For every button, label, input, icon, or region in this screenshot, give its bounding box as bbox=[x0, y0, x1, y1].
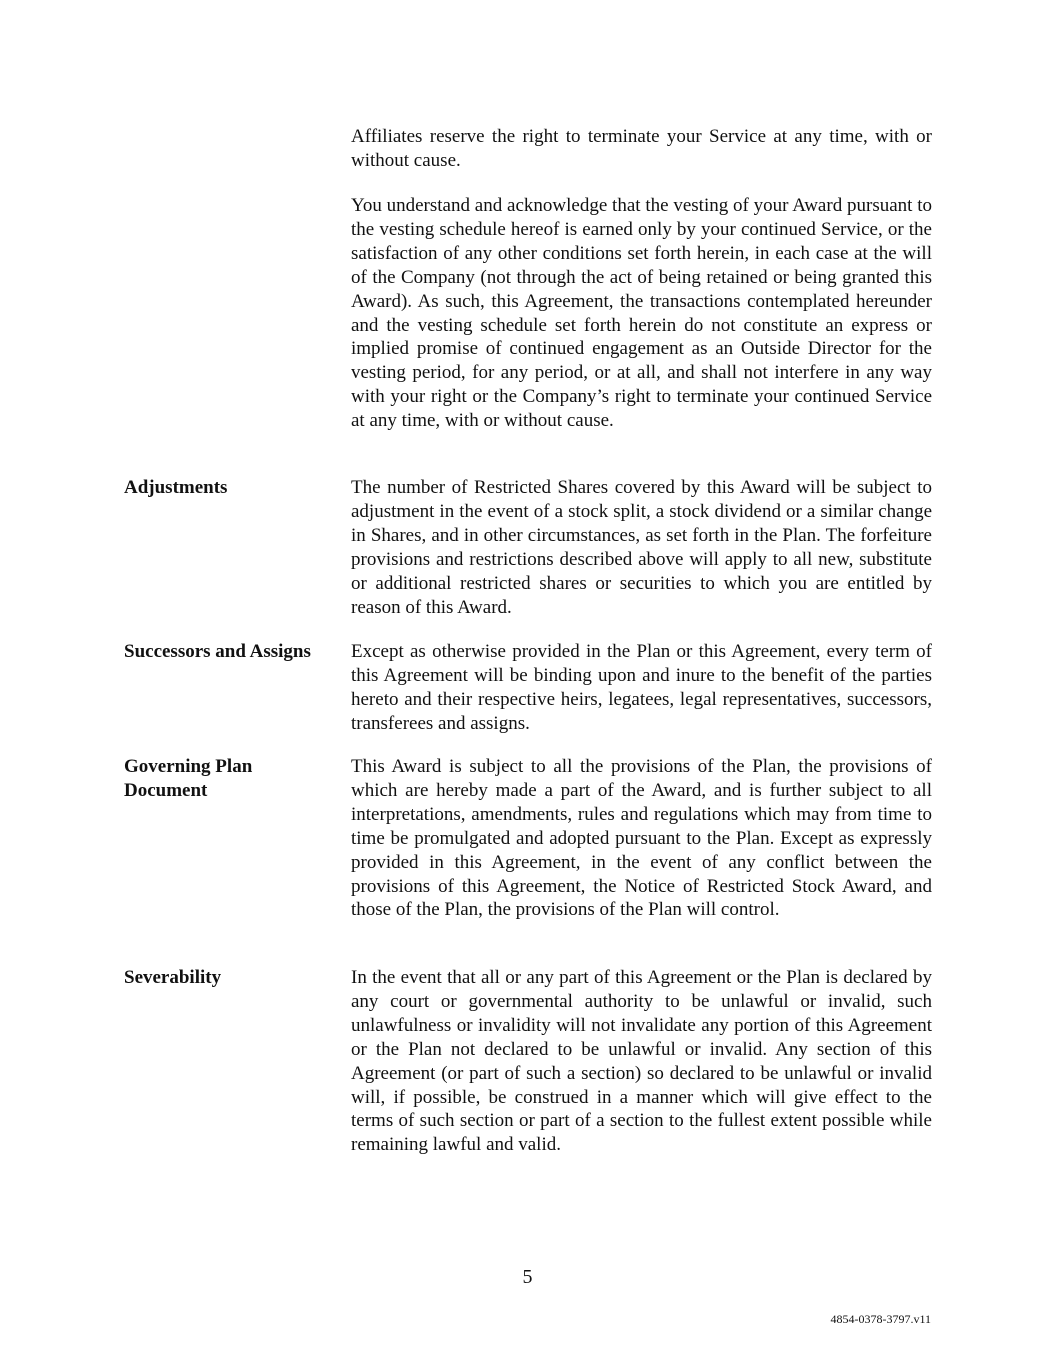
section-heading-adjustments: Adjustments bbox=[124, 477, 228, 498]
page-number: 5 bbox=[522, 1266, 533, 1288]
section-text-successors: Except as otherwise provided in the Plan or this Agreement, every term of this Agreement will be binding upon and inure to the benefit of the parties hereto and their respective heirs, legatees, legal representatives, successors, transferees and assigns. bbox=[351, 641, 932, 734]
section-text-adjustments: The number of Restricted Shares covered by this Award will be subject to adjustment in the event of a stock split, a stock dividend or a similar change in Shares, and in other circumstances, as set forth in the Plan. The forfeiture provisions and restrictions described above will apply to all new, substitute or additional restricted shares or securities to which you are entitled by reason of this Award. bbox=[351, 477, 932, 618]
section-heading-governing-line2: Document bbox=[124, 780, 208, 801]
document-id: 4854-0378-3797.v11 bbox=[830, 1312, 931, 1326]
section-heading-governing-line1: Governing Plan bbox=[124, 756, 253, 777]
section-heading-severability: Severability bbox=[124, 967, 222, 988]
continuation-text-2: You understand and acknowledge that the vesting of your Award pursuant to the vesting schedule hereof is earned only by your continued Service, or the satisfaction of any other conditions set forth herein, in each case at the will of the Company (not through the act of being retained or being granted this Award). As such, this Agreement, the transactions contemplated hereunder and the vesting schedule set forth herein do not constitute an express or implied promise of continued engagement as an Outside Director for the vesting period, for any period, or at all, and shall not interfere in any way with your right or the Company’s right to terminate your continued Service at any time, with or without cause. bbox=[351, 195, 932, 432]
continuation-text-1: Affiliates reserve the right to terminate your Service at any time, with or without cause. bbox=[351, 126, 932, 171]
section-heading-governing bbox=[124, 755, 339, 803]
section-heading-successors: Successors and Assigns bbox=[124, 641, 311, 662]
section-text-governing: This Award is subject to all the provisions of the Plan, the provisions of which are hereby made a part of the Award, and is further subject to all interpretations, amendments, rules and regulations which may from time to time be promulgated and adopted pursuant to the Plan. Except as expressly provided in this Agreement, in the event of any conflict between the provisions of this Agreement, the Notice of Restricted Stock Award, and those of the Plan, the provisions of the Plan will control. bbox=[351, 756, 932, 921]
section-text-severability: In the event that all or any part of this Agreement or the Plan is declared by any court or governmental authority to be unlawful or invalid, such unlawfulness or invalidity will not invalidate any portion of this Agreement or the Plan not declared to be unlawful or invalid. Any section of this Agreement (or part of such a section) so declared to be unlawful or invalid will, if possible, be construed in a manner which will give effect to the terms of such section or part of a section to the fullest extent possible while remaining lawful and valid. bbox=[351, 967, 932, 1156]
